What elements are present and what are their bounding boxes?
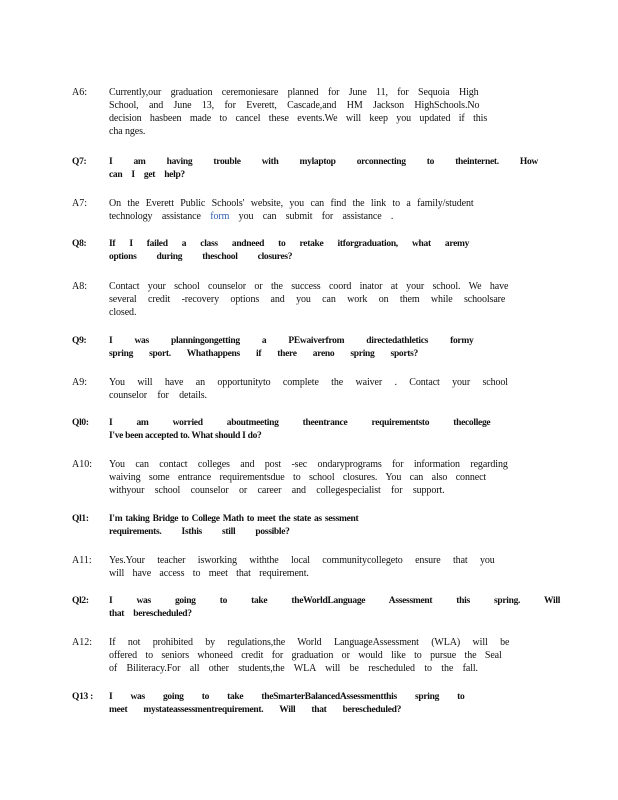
text-line: I was planningongetting a PEwaiverfrom directedathletics formy — [109, 336, 474, 346]
text-line: of Biliteracy.For all other students,the WLA will be rescheduled to the fall. — [109, 663, 478, 674]
question-text — [109, 238, 534, 264]
answer-label: A9: — [72, 377, 87, 388]
answer-label: A11: — [72, 555, 92, 566]
text-line: several credit -recovery options and you can work on them while schoolsare — [109, 294, 506, 305]
text-line: If not prohibited by regulations,the World LanguageAssessment (WLA) will be — [109, 637, 510, 648]
text-line: closed. — [109, 307, 137, 318]
text-line: that berescheduled? — [109, 609, 192, 619]
text-line: I'm taking Bridge to College Math to meet the state as sessment — [109, 514, 359, 524]
question-label: Q7: — [72, 157, 87, 167]
text-line: waiving some entrance requirementsdue to school closures. You can also connect — [109, 472, 487, 483]
text-line: can I get help? — [109, 170, 185, 180]
answer-label: A8: — [72, 281, 87, 292]
text-line: meet mystateassessmentrequirement. Will that berescheduled? — [109, 705, 402, 715]
text-line: I was going to take theWorldLanguage Assessment this spring. Will — [109, 596, 561, 606]
question-text — [109, 595, 561, 621]
question-text — [109, 417, 534, 443]
answer-label: A7: — [72, 198, 87, 209]
text-line: I am having trouble with mylaptop orconnecting to theinternet. How — [109, 157, 538, 167]
text-line: decision hasbeen made to cancel these events.We will keep you updated if this — [109, 113, 488, 124]
text-line: offered to seniors whoneed credit for graduation or would like to pursue the Seal — [109, 650, 502, 661]
question-label: Q8: — [72, 239, 87, 249]
assistance-form-link[interactable]: form — [210, 211, 230, 222]
text-line: withyour school counselor or career and collegespecialist for support. — [109, 485, 445, 496]
text-segment: technology assistance — [109, 211, 211, 222]
text-line: spring sport. Whathappens if there areno spring sports? — [109, 349, 419, 359]
answer-text — [109, 280, 534, 319]
text-line: options during theschool closures? — [109, 252, 293, 262]
text-line: I am worried aboutmeeting theentrance requirementsto thecollege — [109, 418, 491, 428]
text-line: If I failed a class andneed to retake itforgraduation, what aremy — [109, 239, 470, 249]
text-line: On the Everett Public Schools' website, you can find the link to a family/student — [109, 198, 474, 209]
answer-text — [109, 554, 534, 580]
answer-text — [109, 86, 534, 138]
text-line: I've been accepted to. What should I do? — [109, 431, 262, 441]
text-line: cha nges. — [109, 126, 146, 137]
answer-text — [109, 458, 534, 497]
question-text — [109, 156, 538, 182]
text-segment: you can submit for assistance . — [229, 211, 394, 222]
text-line: I was going to take theSmarterBalancedAssessmentthis spring to — [109, 692, 465, 702]
answer-label: A12: — [72, 637, 92, 648]
answer-text — [109, 197, 534, 223]
text-line-with-link — [109, 210, 534, 223]
question-label: Ql1: — [72, 514, 89, 524]
text-line: You can contact colleges and post -sec ondaryprograms for information regarding — [109, 459, 508, 470]
answer-label: A6: — [72, 87, 87, 98]
text-line: You will have an opportunityto complete the waiver . Contact your school — [109, 377, 508, 388]
question-text — [109, 513, 534, 539]
question-text — [109, 335, 534, 361]
text-line: School, and June 13, for Everett, Cascade,and HM Jackson HighSchools.No — [109, 100, 480, 111]
answer-text — [109, 376, 534, 402]
question-label: Q13 : — [72, 692, 93, 702]
text-line: Contact your school counselor or the success coord inator at your school. We have — [109, 281, 509, 292]
text-line: requirements. Isthis still possible? — [109, 527, 290, 537]
text-line: Currently,our graduation ceremoniesare planned for June 11, for Sequoia High — [109, 87, 479, 98]
question-text — [109, 691, 534, 717]
question-label: Ql0: — [72, 418, 89, 428]
answer-text — [109, 636, 534, 675]
text-line: will have access to meet that requirement. — [109, 568, 309, 579]
text-line: counselor for details. — [109, 390, 207, 401]
question-label: Ql2: — [72, 596, 89, 606]
text-line: Yes.Your teacher isworking withthe local communitycollegeto ensure that you — [109, 555, 495, 566]
question-label: Q9: — [72, 336, 87, 346]
answer-label: A10: — [72, 459, 92, 470]
